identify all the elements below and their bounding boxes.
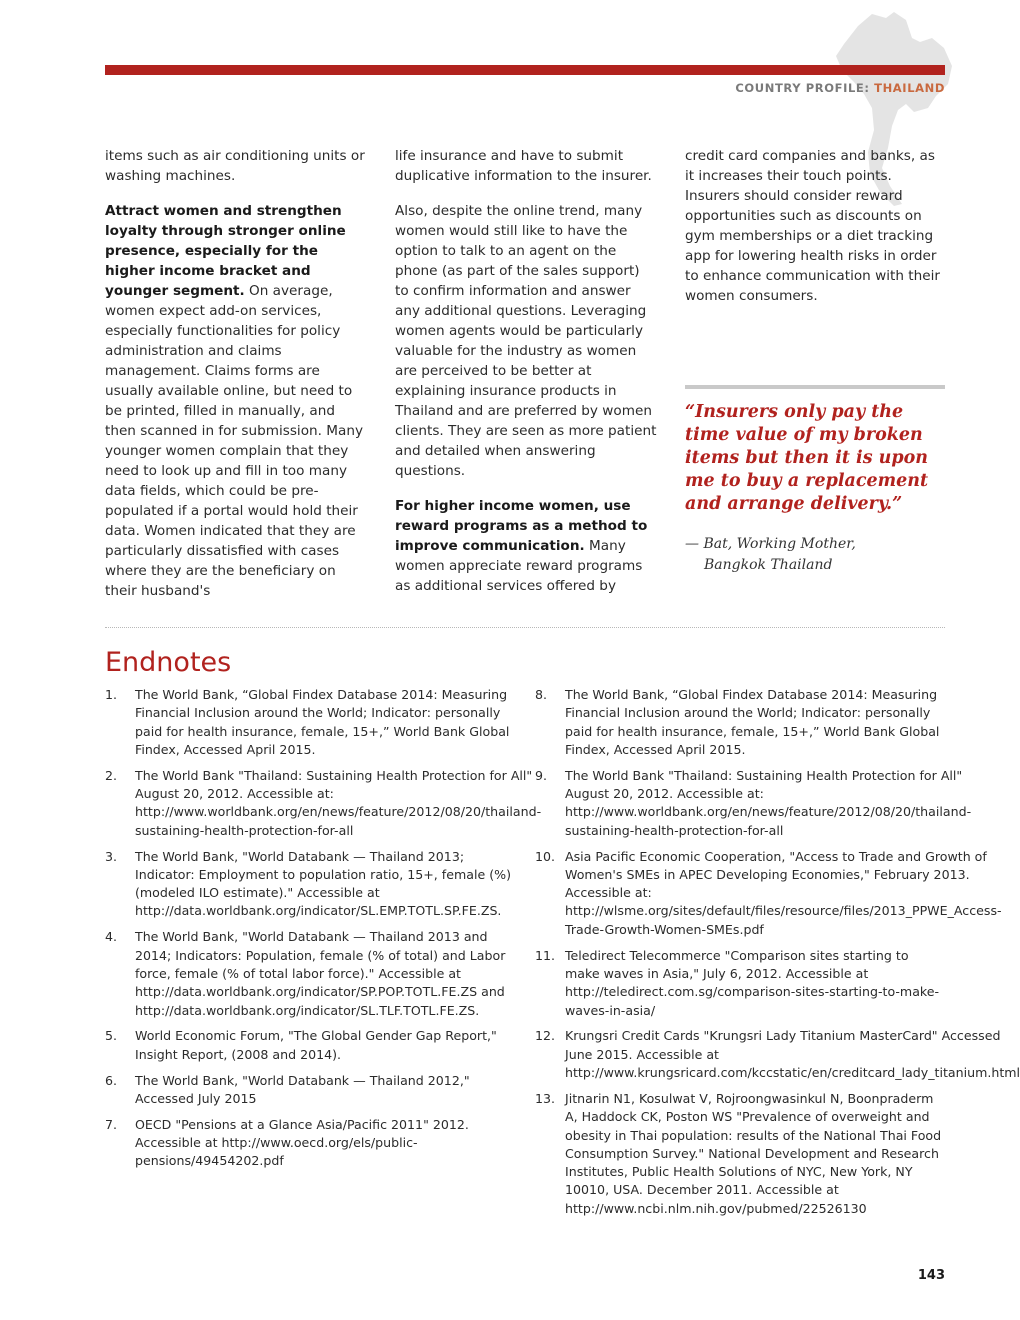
- endnote-number: 1.: [105, 687, 118, 702]
- pull-quote: “Insurers only pay the time value of my broken items but then it is upon me to buy a replacement and arrange delivery.”: [685, 402, 929, 514]
- endnote-text: The World Bank, "World Databank — Thailand 2013 and 2014; Indicators: Population, female (% of total) and Labor force, female (% of total labor force)." Accessible at http://data.worldbank.org/indicator/SP.POP.TOTL.FE.ZS and http://data.worldbank.org/indicator/SL.TLF.TOTL.FE.ZS.: [135, 929, 506, 1018]
- paragraph: Also, despite the online trend, many women would still like to have the option to talk to an agent on the phone (as part of the sales support) to confirm information and answer any additional questions. Leveraging women agents would be particularly valuable for the industry as women are perceived to be better at explaining insurance products in Thailand and are preferred by women clients. They are seen as more patient and detailed when answering questions.: [395, 203, 657, 479]
- paragraph: credit card companies and banks, as it increases their touch points. Insurers should consider reward opportunities such as discounts on gym memberships or a diet tracking app for lowering health risks in order to enhance communication with their women consumers.: [685, 148, 940, 304]
- endnote-text: Teledirect Telecommerce "Comparison sites starting to make waves in Asia," July 6, 2012. Accessible at http://teledirect.com.sg/comparison-sites-starting-to-make-waves-in-asia/: [565, 947, 940, 1018]
- paragraph: [395, 496, 657, 596]
- endnote-text: The World Bank, "World Databank — Thailand 2012," Accessed July 2015: [135, 1072, 470, 1106]
- paragraph-lead: For higher income women, use reward programs as a method to improve communication.: [395, 498, 648, 554]
- endnote-text: The World Bank "Thailand: Sustaining Health Protection for All" August 20, 2012. Accessible at: http://www.worldbank.org/en/news/feature/2012/08/20/thailand-sustaining-health-protection-for-all: [135, 767, 542, 838]
- paragraph: [105, 201, 367, 601]
- endnote-item: [535, 686, 945, 759]
- endnote-item: [105, 1072, 515, 1109]
- section-label: COUNTRY PROFILE:: [735, 81, 875, 95]
- paragraph-lead: Attract women and strengthen loyalty through stronger online presence, especially for the higher income bracket and younger segment.: [105, 203, 346, 299]
- section-divider: [105, 627, 945, 628]
- endnote-number: 13.: [535, 1090, 556, 1106]
- endnote-number: 6.: [105, 1072, 118, 1088]
- paragraph: items such as air conditioning units or washing machines.: [105, 148, 365, 184]
- header-rule: [105, 65, 945, 75]
- endnote-item: [535, 767, 972, 840]
- endnotes-list-left: [105, 686, 542, 1178]
- endnote-number: 4.: [105, 929, 118, 945]
- endnote-number: 9.: [535, 767, 548, 783]
- endnote-text: OECD "Pensions at a Glance Asia/Pacific 2011" 2012. Accessible at http://www.oecd.org/els/public-pensions/49454202.pdf: [135, 1116, 469, 1169]
- endnote-item: [105, 928, 515, 1019]
- endnote-item: [105, 848, 515, 921]
- quote-attribution: [685, 534, 945, 576]
- body-column-3: [685, 146, 947, 321]
- endnote-number: 7.: [105, 1116, 118, 1132]
- paragraph-text: On average, women expect add-on services, especially functionalities for policy administration and claims management. Claims forms are usually available online, but need to be printed, filled in manually, and then scanned in for submission. Many younger women complain that they need to look up and fill in too many data fields, which could be pre-populated if a portal would hold their data. Women indicated that they are particularly dissatisfied with cases where they are the beneficiary on their husband's: [105, 283, 363, 599]
- endnote-item: [535, 848, 1002, 939]
- page-number: 143: [917, 1268, 945, 1283]
- quote-divider: [685, 385, 945, 389]
- body-column-1: [105, 146, 367, 616]
- endnotes-title: Endnotes: [105, 647, 232, 678]
- paragraph: life insurance and have to submit duplicative information to the insurer.: [395, 148, 652, 184]
- endnote-text: Jitnarin N1, Kosulwat V, Rojroongwasinkul N, Boonpraderm A, Haddock CK, Poston WS "Prevalence of overweight and obesity in Thai population: results of the National Thai Food Consumption Survey." National Development and Research Institutes, Public Health Solutions of NYC, New York, NY 10010, USA. December 2011. Accessible at http://www.ncbi.nlm.nih.gov/pubmed/22526130: [565, 1090, 942, 1216]
- endnote-text: Krungsri Credit Cards "Krungsri Lady Titanium MasterCard" Accessed June 2015. Accessible at http://www.krungsricard.com/kccstatic/en/creditcard_lady_titanium.html: [565, 1028, 1020, 1081]
- section-header: [735, 81, 945, 95]
- endnote-item: [535, 947, 945, 1020]
- endnote-number: 2.: [105, 767, 118, 783]
- attribution-line-2: Bangkok Thailand: [704, 557, 833, 573]
- endnote-text: The World Bank "Thailand: Sustaining Health Protection for All" August 20, 2012. Accessible at: http://www.worldbank.org/en/news/feature/2012/08/20/thailand-sustaining-health-protection-for-all: [565, 767, 972, 838]
- endnote-text: The World Bank, “Global Findex Database 2014: Measuring Financial Inclusion around the World; Indicator: personally paid for health insurance, female, 15+,” World Bank Global Findex, Accessed April 2015.: [565, 687, 940, 757]
- endnote-item: [105, 686, 515, 759]
- endnote-text: The World Bank, “Global Findex Database 2014: Measuring Financial Inclusion around the World; Indicator: personally paid for health insurance, female, 15+,” World Bank Global Findex, Accessed April 2015.: [135, 687, 510, 757]
- endnote-number: 3.: [105, 848, 118, 864]
- endnotes-list-right: [535, 686, 1020, 1226]
- attribution-line-1: — Bat, Working Mother,: [685, 536, 856, 552]
- paragraph-text: Many women appreciate reward programs as additional services offered by: [395, 538, 643, 594]
- endnote-text: The World Bank, "World Databank — Thailand 2013; Indicator: Employment to population ratio, 15+, female (%) (modeled ILO estimate)." Accessible at http://data.worldbank.org/indicator/SL.EMP.TOTL.SP.FE.ZS.: [135, 848, 511, 919]
- endnote-number: 8.: [535, 687, 548, 702]
- endnote-item: [535, 1090, 945, 1218]
- endnote-item: [105, 1116, 515, 1171]
- endnote-text: World Economic Forum, "The Global Gender Gap Report," Insight Report, (2008 and 2014).: [135, 1028, 497, 1062]
- endnote-item: [535, 1027, 1020, 1082]
- endnote-number: 10.: [535, 848, 556, 864]
- endnote-number: 5.: [105, 1028, 118, 1044]
- endnote-number: 12.: [535, 1028, 556, 1044]
- endnote-item: [105, 767, 542, 840]
- endnote-text: Asia Pacific Economic Cooperation, "Access to Trade and Growth of Women's SMEs in APEC Developing Economies," February 2013. Accessible at: http://wlsme.org/sites/default/files/resource/files/2013_PPWE_Access-Trade-Growth-Women-SMEs.pdf: [565, 848, 1002, 937]
- endnote-number: 11.: [535, 947, 556, 963]
- country-name: THAILAND: [874, 81, 945, 95]
- body-column-2: [395, 146, 657, 611]
- endnote-item: [105, 1027, 515, 1064]
